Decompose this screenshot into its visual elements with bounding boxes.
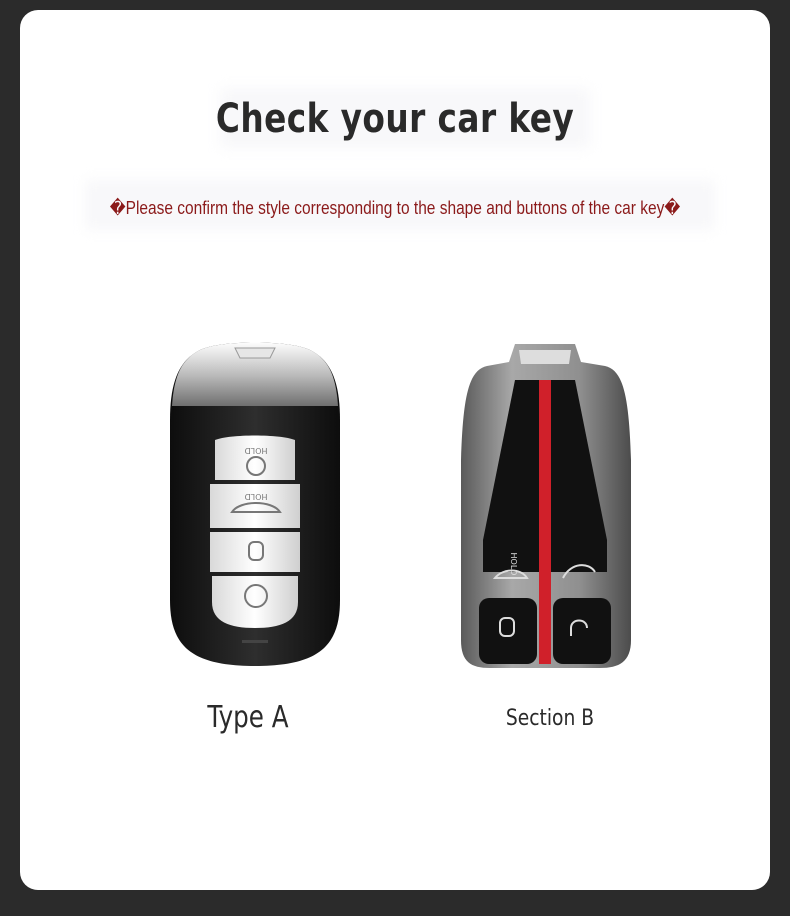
key-b-notch <box>519 350 571 364</box>
key-a-button-panic <box>212 576 298 628</box>
key-a-image <box>160 340 350 675</box>
svg-text:HOLD: HOLD <box>244 492 268 501</box>
svg-text:HOLD: HOLD <box>509 552 518 576</box>
page-subtitle: �Please confirm the style corresponding to the shape and buttons of the car key� <box>109 198 681 218</box>
key-a-label: Type A <box>207 700 289 735</box>
svg-text:HOLD: HOLD <box>244 446 268 455</box>
key-b-red-stripe <box>539 380 551 664</box>
key-a-button-lock <box>210 532 300 572</box>
key-b-image <box>455 340 635 675</box>
key-b-label: Section B <box>505 706 595 731</box>
key-a-notch <box>235 348 275 358</box>
key-b-button-unlock <box>553 598 611 664</box>
key-b-button-lock <box>479 598 537 664</box>
page-title: Check your car key <box>215 96 575 142</box>
key-a-button-trunk <box>210 484 300 528</box>
key-a-slot <box>242 640 268 643</box>
